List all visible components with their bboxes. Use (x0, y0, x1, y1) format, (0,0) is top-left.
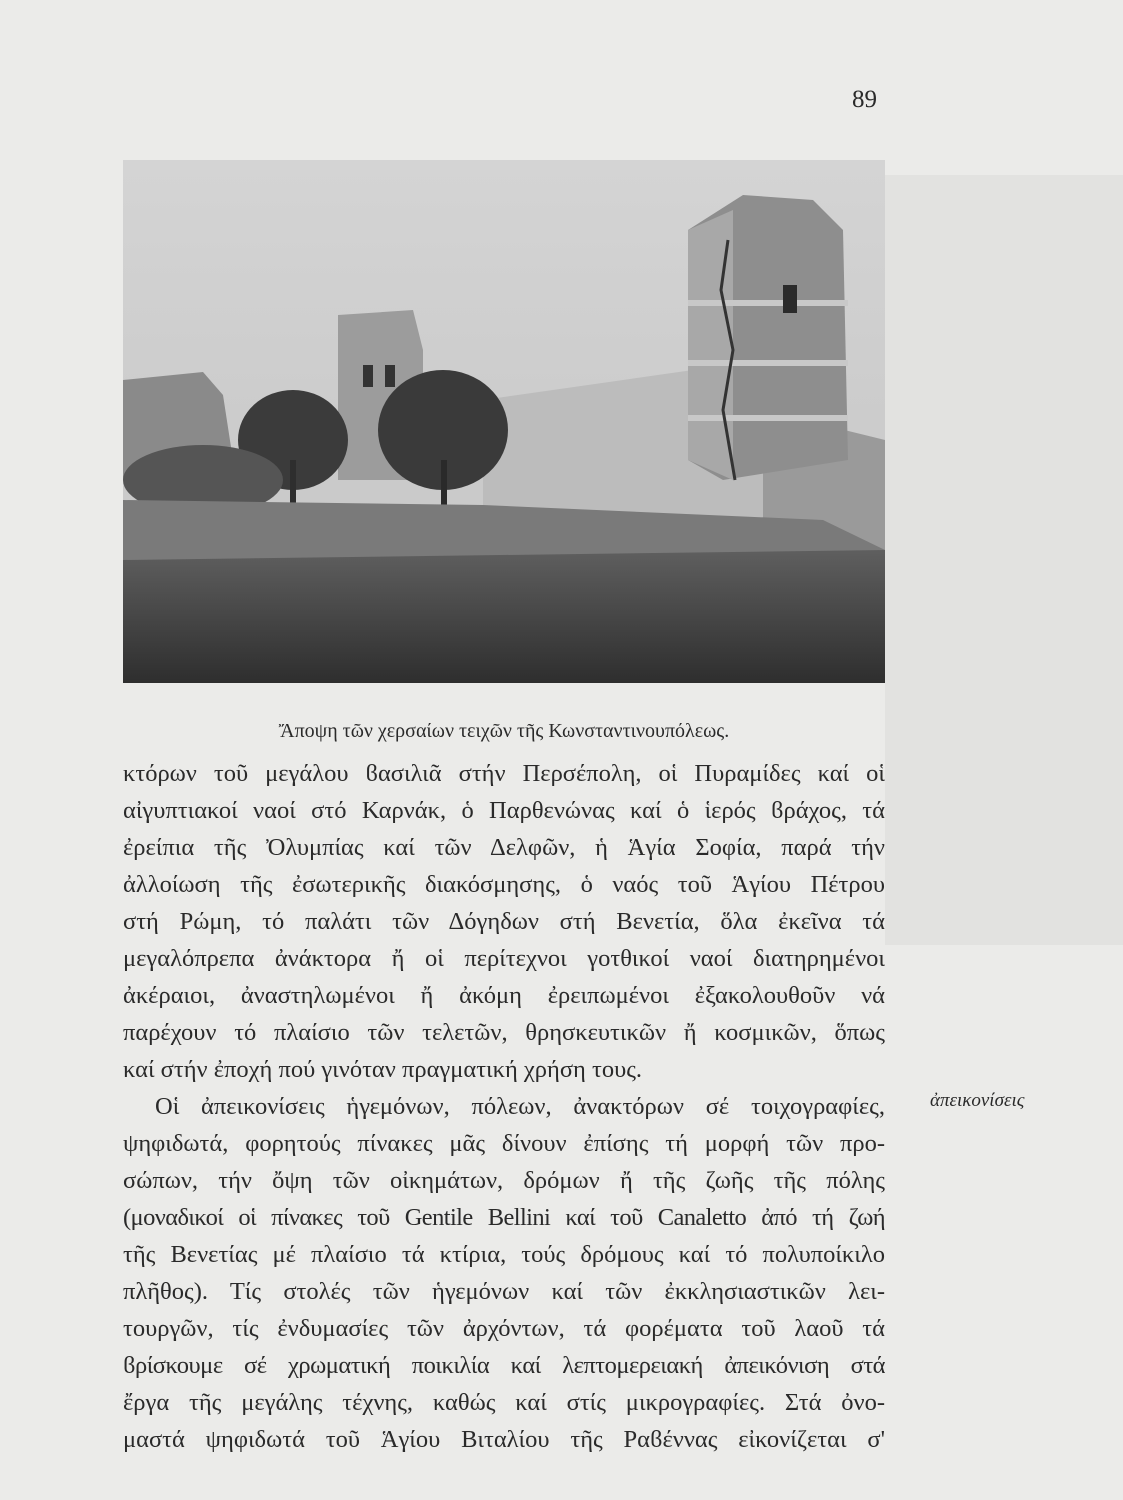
margin-note: ἀπεικονίσεις (930, 1090, 1025, 1111)
body-line: πλῆθος). Τίς στολές τῶν ἡγεμόνων καί τῶν ἐκκλησιαστικῶν λει- (123, 1278, 885, 1305)
body-line: ψηφιδωτά, φορητούς πίνακες μᾶς δίνουν ἐπίσης τή μορφή τῶν προ- (123, 1130, 885, 1157)
body-line: ἀκέραιοι, ἀναστηλωμένοι ἤ ἀκόμη ἐρειπωμένοι ἐξακολουθοῦν νά (123, 982, 885, 1009)
body-line: παρέχουν τό πλαίσιο τῶν τελετῶν, θρησκευτικῶν ἤ κοσμικῶν, ὅπως (123, 1019, 885, 1046)
body-text (123, 755, 885, 1458)
body-line: αἰγυπτιακοί ναοί στό Καρνάκ, ὁ Παρθενώνας καί ὁ ἱερός ϐράχος, τά (123, 797, 885, 824)
figure-photo-city-walls (123, 160, 885, 683)
body-line: τουργῶν, τίς ἐνδυμασίες τῶν ἀρχόντων, τά φορέματα τοῦ λαοῦ τά (123, 1315, 885, 1342)
body-line: σώπων, τήν ὄψη τῶν οἰκημάτων, δρόμων ἤ τῆς ζωῆς τῆς πόλης (123, 1167, 885, 1194)
body-line: κτόρων τοῦ μεγάλου ϐασιλιᾶ στήν Περσέπολη, οἱ Πυραμίδες καί οἱ (123, 760, 885, 787)
body-line: (μοναδικοί οἱ πίνακες τοῦ Gentile Bellini καί τοῦ Canaletto ἀπό τή ζωή (123, 1204, 885, 1231)
show-through-shadow (885, 175, 1123, 945)
body-line: ἀλλοίωση τῆς ἐσωτερικῆς διακόσμησης, ὁ ναός τοῦ Ἁγίου Πέτρου (123, 871, 885, 898)
body-line: στή Ρώμη, τό παλάτι τῶν Δόγηδων στή Βενετία, ὅλα ἐκεῖνα τά (123, 908, 885, 935)
body-line: ϐρίσκουμε σέ χρωματική ποικιλία καί λεπτομερειακή ἀπεικόνιση στά (123, 1352, 885, 1379)
body-line: τῆς Βενετίας μέ πλαίσιο τά κτίρια, τούς δρόμους καί τό πολυποίκιλο (123, 1241, 885, 1268)
page-number: 89 (852, 86, 877, 113)
body-line: ἐρείπια τῆς Ὀλυμπίας καί τῶν Δελφῶν, ἡ Ἁγία Σοφία, παρά τήν (123, 834, 885, 861)
body-line: καί στήν ἐποχή πού γινόταν πραγματική χρήση τους. (123, 1056, 643, 1083)
body-line: ἔργα τῆς μεγάλης τέχνης, καθώς καί στίς μικρογραφίες. Στά ὀνο- (123, 1389, 885, 1416)
figure-caption: Ἄποψη τῶν χερσαίων τειχῶν τῆς Κωνσταντινουπόλεως. (278, 720, 730, 742)
body-line: μαστά ψηφιδωτά τοῦ Ἁγίου Βιταλίου τῆς Ραϐέννας εἰκονίζεται σ' (123, 1426, 885, 1453)
body-line: μεγαλόπρεπα ἀνάκτορα ἤ οἱ περίτεχνοι γοτθικοί ναοί διατηρημένοι (123, 945, 885, 972)
body-line: Οἱ ἀπεικονίσεις ἡγεμόνων, πόλεων, ἀνακτόρων σέ τοιχογραφίες, (155, 1093, 885, 1120)
